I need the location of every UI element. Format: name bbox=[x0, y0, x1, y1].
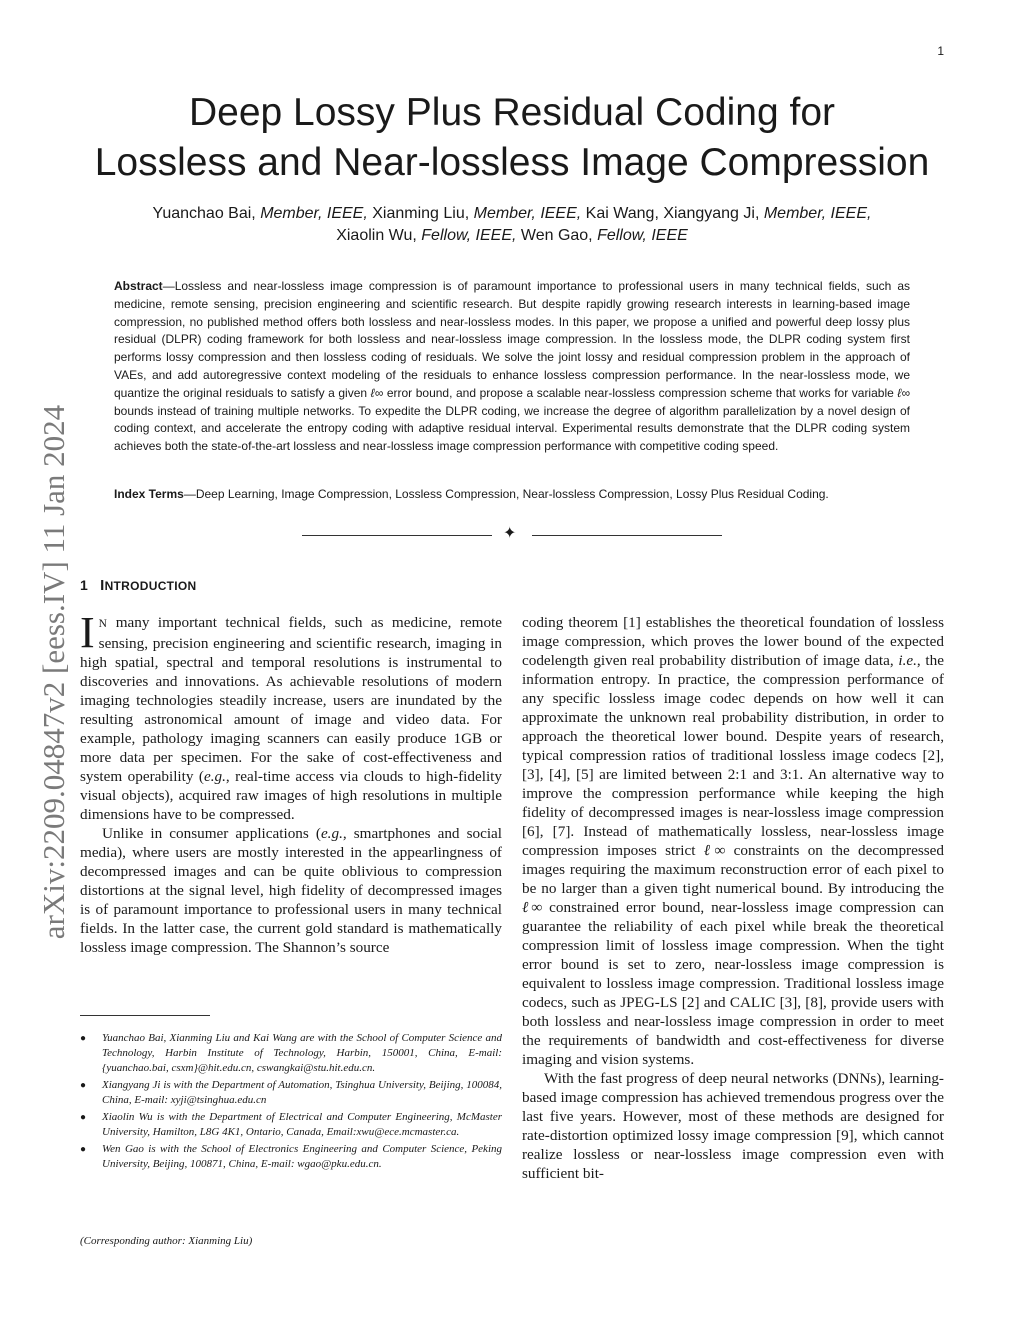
paragraph-text: , the information entropy. In practice, the compression performance of any specific lossless image codec depends on how well it can approximate the unknown real probability distribution, in order to approach the theoretical lower bound. Despite years of research, typical compression ratios of traditional lossless image codecs [2], [3], [4], [5] are limited between 2:1 and 3:1. An alternative way to improve the compression performance while keeping the high fidelity of decompressed images is near-lossless image compression [6], [7]. Instead of mathematically lossless, near-lossless image compression imposes strict bbox=[522, 652, 944, 859]
linf-symbol: ℓ∞ bbox=[897, 385, 911, 400]
footnote-text: Xiangyang Ji is with the Department of Automation, Tsinghua University, Beijing, 100084, China, E-mail: xyji@tsinghua.edu.cn bbox=[102, 1079, 502, 1106]
index-terms-label: Index Terms bbox=[114, 487, 184, 501]
paragraph-text: Unlike in consumer applications ( bbox=[102, 825, 321, 842]
footnote-item bbox=[80, 1078, 502, 1108]
bullet-icon: ● bbox=[80, 1112, 87, 1123]
corresponding-author: (Corresponding author: Xianming Liu) bbox=[80, 1235, 253, 1247]
section-title-rest: NTRODUCTION bbox=[104, 579, 197, 593]
divider-diamond-icon: ✦ bbox=[503, 525, 517, 542]
drop-cap: I bbox=[80, 608, 95, 657]
section-heading bbox=[80, 577, 197, 594]
author-role: Fellow, IEEE bbox=[597, 227, 688, 244]
linf-symbol: ℓ∞ bbox=[370, 385, 384, 400]
paragraph bbox=[80, 608, 502, 824]
right-column bbox=[522, 613, 944, 1183]
paragraph-text: constraints on the decompressed images requiring the maximum reconstruction error of each pixel to be no larger than a given tight numerical bound. By introducing the bbox=[522, 842, 945, 897]
bullet-icon: ● bbox=[80, 1033, 87, 1044]
bullet-icon: ● bbox=[80, 1144, 87, 1155]
abbrev-eg: e.g. bbox=[203, 768, 226, 785]
section-initial: I bbox=[100, 577, 105, 594]
index-terms bbox=[114, 486, 924, 503]
author-wang-ji: Kai Wang, Xiangyang Ji, bbox=[581, 205, 764, 222]
linf-symbol: ℓ∞ bbox=[703, 842, 726, 859]
paragraph bbox=[80, 824, 502, 957]
arxiv-stamp: arXiv:2209.04847v2 [eess.IV] 11 Jan 2024 bbox=[36, 404, 71, 940]
abstract-text: —Lossless and near-lossless image compression is of paramount importance to professional users in many technical fields, such as medicine, remote sensing, precision engineering and scientific research. But despite rapidly growing research interests in learning-based image compression, no published method offers both lossless and near-lossless modes. In this paper, we propose a unified and powerful deep lossy plus residual (DLPR) coding framework for both lossless and near-lossless image compression. In the lossless mode, the DLPR coding system first performs lossy compression and then lossless coding of residuals. We solve the joint lossy and residual compression problem in the approach of VAEs, and add autoregressive context modeling of the residuals to enhance lossless compression performance. In the near-lossless mode, we quantize the original residuals to satisfy a given bbox=[114, 279, 910, 400]
title-line-2: Lossless and Near-lossless Image Compression bbox=[94, 141, 930, 184]
paragraph-text: With the fast progress of deep neural networks (DNNs), learning-based image compression has achieved tremendous progress over the last five years. However, most of these methods are designed for rate-distortion optimized lossy image compression [9], which cannot realize lossless or near-lossless image compression even with sufficient bit- bbox=[522, 1070, 944, 1182]
abstract-label: Abstract bbox=[114, 279, 163, 293]
author-wu: Xiaolin Wu, bbox=[336, 227, 422, 244]
abbrev-eg: e.g. bbox=[320, 825, 343, 842]
footnote-item bbox=[80, 1110, 502, 1140]
author-bai: Yuanchao Bai, bbox=[152, 205, 261, 222]
abstract-text: bounds instead of training multiple networks. To expedite the DLPR coding, we increase the degree of algorithm parallelization by a novel design of coding context, and accelerate the entropy coding with adaptive residual interval. Experimental results demonstrate that the DLPR coding system achieves both the state-of-the-art lossless and near-lossless image compression performance with competitive coding speed. bbox=[114, 403, 910, 454]
footnote-text: Yuanchao Bai, Xianming Liu and Kai Wang are with the School of Computer Science and Technology, Harbin Institute of Technology, Harbin, 150001, China, E-mail: {yuanchao.bai, csxm}@hit.edu.cn, cswangkai@stu.hit.edu.cn. bbox=[102, 1032, 502, 1074]
author-list bbox=[70, 203, 954, 247]
footnote-rule bbox=[80, 1015, 210, 1016]
paragraph-text: constrained error bound, near-lossless image compression can guarantee the reliability of each pixel while break the theoretical compression limit of lossless image compression. When the tight error bound is set to zero, near-lossless image compression is equivalent to lossless image compression. Traditional lossless image codecs, such as JPEG-LS [2] and CALIC [3], [8], provide users with both lossless and near-lossless image compression in order to meet the requirements of bandwidth and cost-effectiveness for diverse imaging and vision systems. bbox=[522, 899, 944, 1068]
paragraph-text: , smartphones and social media), where users are mostly interested in the appearlingness of decompressed images and can be quite oblivious to compression distortions at the signal level, high fidelity of decompressed images is of paramount importance to professional users in many technical fields. In the latter case, the current gold standard is mathematically lossless image compression. The Shannon’s source bbox=[80, 825, 503, 956]
footnotes bbox=[80, 1031, 502, 1174]
paper-title bbox=[40, 88, 984, 188]
paragraph bbox=[522, 613, 944, 1069]
author-role: Member, IEEE, bbox=[473, 205, 582, 222]
abstract bbox=[114, 278, 910, 456]
footnote-item bbox=[80, 1142, 502, 1172]
author-role: Member, IEEE, bbox=[260, 205, 368, 222]
paragraph-text: many important technical fields, such as medicine, remote sensing, precision engineering and scientific research, imaging in high spatial, spectral and temporal resolutions is instrumental to discoveries and innovations. As achievable resolutions of modern imaging technologies steadily increase, users are inundated by the resulting astronomical amount of image and video data. For example, pathology imaging scanners can easily produce 1GB or more data per specimen. For the sake of cost-effectiveness and system operability ( bbox=[80, 614, 502, 785]
paragraph-text: , real-time access via clouds to high-fidelity visual objects), acquired raw images of high resolutions in multiple dimensions have to be compressed. bbox=[80, 768, 502, 823]
page-number: 1 bbox=[937, 44, 944, 58]
index-terms-text: —Deep Learning, Image Compression, Lossless Compression, Near-lossless Compression, Lossy Plus Residual Coding. bbox=[183, 487, 829, 501]
author-gao: Wen Gao, bbox=[516, 227, 598, 244]
title-line-1: Deep Lossy Plus Residual Coding for bbox=[188, 91, 835, 134]
footnote-text: Xiaolin Wu is with the Department of Electrical and Computer Engineering, McMaster University, Hamilton, L8G 4K1, Ontario, Canada, Email:xwu@ece.mcmaster.ca. bbox=[102, 1111, 502, 1138]
abstract-text: error bound, and propose a scalable near-lossless compression scheme that works for variable bbox=[383, 385, 898, 400]
paragraph bbox=[522, 1069, 944, 1183]
paragraph-text: coding theorem [1] establishes the theoretical foundation of lossless image compression, which proves the lower bound of the expected codelength given real probability distribution of image data, bbox=[522, 614, 944, 669]
bullet-icon: ● bbox=[80, 1080, 87, 1091]
footnote-text: Wen Gao is with the School of Electronics Engineering and Computer Science, Peking University, Beijing, 100871, China, E-mail: wgao@pku.edu.cn. bbox=[102, 1143, 502, 1170]
linf-symbol: ℓ∞ bbox=[522, 899, 543, 916]
author-liu: Xianming Liu, bbox=[367, 205, 474, 222]
author-role: Member, IEEE, bbox=[763, 205, 872, 222]
divider-right-rule bbox=[532, 535, 722, 536]
abbrev-ie: i.e. bbox=[898, 652, 917, 669]
divider-left-rule bbox=[302, 535, 492, 536]
author-role: Fellow, IEEE, bbox=[421, 227, 517, 244]
footnote-item bbox=[80, 1031, 502, 1076]
small-caps-start: N bbox=[98, 618, 108, 630]
section-number: 1 bbox=[80, 577, 89, 593]
left-column bbox=[80, 608, 503, 957]
